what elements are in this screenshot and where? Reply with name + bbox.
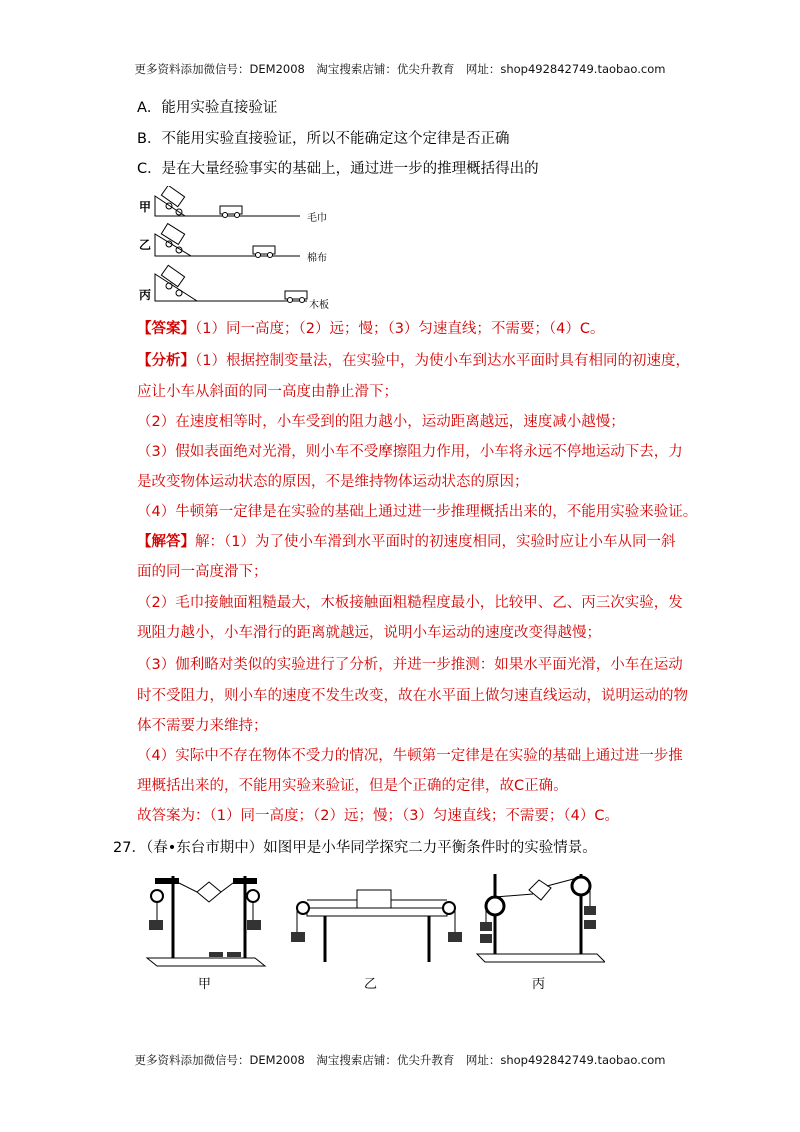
solution-line-7: 体不需要力来维持； (137, 718, 268, 734)
solution-line-3: （2）毛巾接触面粗糙最大，木板接触面粗糙程度最小，比较甲、乙、丙三次实验，发 (137, 595, 683, 611)
solution-line-1 (137, 532, 675, 552)
page-header: 更多资料添加微信号：DEM2008 淘宝搜索店铺：优尖升教育 网址：shop492842749.taobao.com (134, 62, 666, 76)
analysis-text-1: （1）根据控制变量法，在实验中，为使小车到达水平面时具有相同的初速度， (195, 353, 690, 369)
figure2-label-c: 丙 (532, 977, 546, 992)
analysis-line-2: 应让小车从斜面的同一高度由静止滑下； (137, 384, 398, 400)
incline-row-1 (139, 186, 327, 224)
solution-line-5: （3）伽利略对类似的实验进行了分析，并进一步推测：如果水平面光滑，小车在运动 (137, 657, 683, 673)
solution-line-2: 面的同一高度滑下； (137, 564, 268, 580)
incline-row-2 (139, 224, 327, 264)
analysis-tag: 【分析】 (137, 353, 195, 369)
solution-line-9: 理概括出来的，不能用实验来验证，但是个正确的定律，故C正确。 (137, 778, 568, 794)
figure2-label-a: 甲 (198, 977, 212, 992)
apparatus-a (147, 876, 265, 966)
question-27: 27．（春•东台市期中）如图甲是小华同学探究二力平衡条件时的实验情景。 (113, 840, 597, 856)
final-answer: 故答案为：（1）同一高度；（2）远；慢；（3）匀速直线；不需要；（4）C。 (137, 808, 620, 824)
apparatus-b (291, 890, 462, 962)
row3-label: 丙 (139, 288, 152, 302)
solution-text-1: 解：（1）为了使小车滑到水平面时的初速度相同，实验时应让小车从同一斜 (195, 534, 676, 550)
figure2-label-b: 乙 (364, 977, 378, 992)
analysis-line-1 (137, 351, 690, 371)
apparatus-c (477, 874, 605, 962)
option-c: C．是在大量经验事实的基础上，通过进一步的推理概括得出的 (137, 161, 539, 177)
answer-text: （1）同一高度；（2）远；慢；（3）匀速直线；不需要；（4）C。 (195, 321, 605, 337)
analysis-line-5: 是改变物体运动状态的原因，不是维持物体运动状态的原因； (137, 474, 529, 490)
analysis-line-3: （2）在速度相等时，小车受到的阻力越小，运动距离越远，速度减小越慢； (137, 414, 625, 430)
page-footer: 更多资料添加微信号：DEM2008 淘宝搜索店铺：优尖升教育 网址：shop492842749.taobao.com (134, 1053, 666, 1067)
option-a: A．能用实验直接验证 (137, 100, 278, 116)
row2-label: 乙 (139, 238, 152, 252)
analysis-line-6: （4）牛顿第一定律是在实验的基础上通过进一步推理概括出来的，不能用实验来验证。 (137, 504, 698, 520)
incline-row-3 (139, 265, 329, 311)
solution-line-6: 时不受阻力，则小车的速度不发生改变，故在水平面上做匀速直线运动，说明运动的物 (137, 688, 688, 704)
analysis-line-4: （3）假如表面绝对光滑，则小车不受摩擦阻力作用，小车将永远不停地运动下去，力 (137, 444, 683, 460)
answer-tag: 【答案】 (137, 321, 195, 337)
solution-tag: 【解答】 (137, 534, 195, 550)
option-b: B．不能用实验直接验证，所以不能确定这个定律是否正确 (137, 131, 510, 147)
row1-label: 甲 (139, 200, 152, 214)
solution-line-8: （4）实际中不存在物体不受力的情况，牛顿第一定律是在实验的基础上通过进一步推 (137, 748, 683, 764)
solution-line-4: 现阻力越小，小车滑行的距离就越远，说明小车运动的速度改变得越慢； (137, 625, 601, 641)
row3-surface: 木板 (309, 300, 329, 311)
row2-surface: 棉布 (307, 253, 327, 264)
row1-surface: 毛巾 (307, 213, 327, 224)
incline-figure (135, 186, 365, 316)
answer-line (137, 319, 605, 339)
